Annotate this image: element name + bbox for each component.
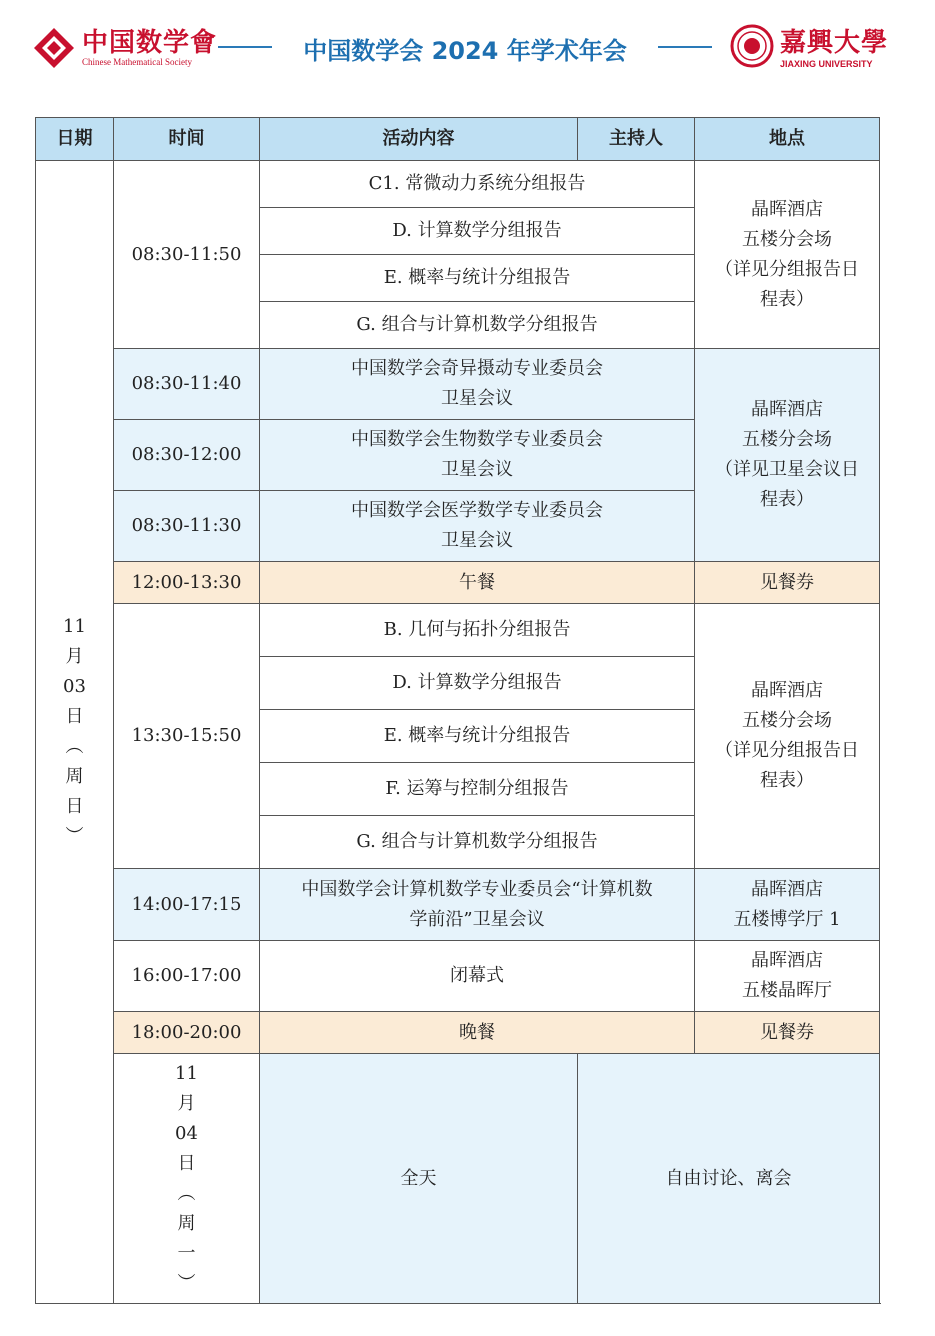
table-row [36, 1012, 880, 1054]
page-title: 中国数学会 2024 年学术年会 [303, 37, 627, 65]
satellite-time: 14:00-17:15 [114, 869, 260, 941]
dinner-activity: 晚餐 [260, 1012, 695, 1054]
day2-time: 全天 [260, 1054, 578, 1304]
date-char: ︶ [177, 1272, 196, 1294]
title-rule-right [658, 46, 712, 48]
venue-line: 晶晖酒店 [751, 680, 823, 701]
date-char: 月 [65, 646, 84, 667]
activity-line: 中国数学会奇异摄动专业委员会 [351, 358, 603, 379]
venue-line: （详见卫星会议日 [715, 459, 859, 480]
header-date: 日期 [36, 118, 114, 161]
activity-line: 中国数学会计算机数学专业委员会“计算机数 [301, 878, 653, 900]
cms-logo [32, 22, 218, 74]
table-row [36, 562, 880, 604]
university-seal-icon [730, 24, 774, 68]
date-char: 日 [65, 796, 84, 817]
venue-line: 晶晖酒店 [751, 950, 823, 971]
venue-line: 五楼分会场 [742, 228, 832, 250]
lunch-venue: 见餐券 [695, 562, 880, 604]
venue-line: 晶晖酒店 [751, 198, 823, 220]
closing-venue [695, 941, 880, 1012]
date-char: 周 [177, 1212, 196, 1234]
activity-line: 学前沿”卫星会议 [409, 908, 545, 930]
date-char: 月 [177, 1092, 196, 1114]
date-char: 04 [175, 1122, 198, 1144]
venue-line: （详见分组报告日 [715, 258, 859, 280]
closing-time: 16:00-17:00 [114, 941, 260, 1012]
date-char: ︵ [65, 736, 84, 757]
date-char: ︶ [65, 826, 84, 847]
block3-item: F. 运筹与控制分组报告 [260, 763, 695, 816]
block2-time: 08:30-12:00 [114, 420, 260, 491]
header-time: 时间 [114, 118, 260, 161]
venue-line: 程表） [760, 770, 814, 791]
table-row [36, 604, 880, 657]
day1-date-cell [36, 161, 114, 1304]
block3-item: E. 概率与统计分组报告 [260, 710, 695, 763]
cms-logo-en: Chinese Mathematical Society [82, 57, 192, 67]
block3-item: B. 几何与拓扑分组报告 [260, 604, 695, 657]
header-activity: 活动内容 [260, 118, 578, 161]
university-logo-en: JIAXING UNIVERSITY [780, 59, 873, 69]
cms-diamond-icon [32, 26, 76, 70]
block3-venue [695, 604, 880, 869]
schedule-table [35, 117, 880, 1304]
dinner-time: 18:00-20:00 [114, 1012, 260, 1054]
block1-venue [695, 161, 880, 349]
header-host: 主持人 [578, 118, 695, 161]
table-row [36, 349, 880, 420]
day2-date-cell [114, 1054, 260, 1304]
block2-activity [260, 349, 695, 420]
venue-line: 五楼晶晖厅 [742, 980, 832, 1001]
jiaxing-university-logo [730, 22, 900, 74]
block2-venue [695, 349, 880, 562]
title-rule-left [218, 46, 272, 48]
table-row [36, 1054, 880, 1304]
cms-logo-cn: 中国数学會 [82, 28, 218, 58]
block1-item: C1. 常微动力系统分组报告 [260, 161, 695, 208]
table-header-row [36, 118, 880, 161]
date-char: ︵ [177, 1182, 196, 1204]
closing-activity: 闭幕式 [260, 941, 695, 1012]
table-row [36, 161, 880, 208]
venue-line: 程表） [760, 489, 814, 510]
block1-time: 08:30-11:50 [114, 161, 260, 349]
satellite-activity [260, 869, 695, 941]
block3-time: 13:30-15:50 [114, 604, 260, 869]
block2-activity [260, 420, 695, 491]
satellite-venue [695, 869, 880, 941]
date-char: 日 [65, 706, 84, 727]
day2-activity: 自由讨论、离会 [578, 1054, 880, 1304]
date-char: 一 [177, 1242, 196, 1264]
venue-line: 程表） [760, 288, 814, 310]
block2-time: 08:30-11:40 [114, 349, 260, 420]
lunch-time: 12:00-13:30 [114, 562, 260, 604]
block1-item: E. 概率与统计分组报告 [260, 255, 695, 302]
table-row [36, 869, 880, 941]
venue-line: 晶晖酒店 [751, 878, 823, 900]
block2-time: 08:30-11:30 [114, 491, 260, 562]
block1-item: G. 组合与计算机数学分组报告 [260, 302, 695, 349]
activity-line: 中国数学会生物数学专业委员会 [351, 429, 603, 450]
venue-line: 五楼博学厅 1 [733, 908, 841, 930]
date-char: 03 [63, 676, 86, 697]
venue-line: 五楼分会场 [742, 710, 832, 731]
header-venue: 地点 [695, 118, 880, 161]
dinner-venue: 见餐券 [695, 1012, 880, 1054]
block3-item: G. 组合与计算机数学分组报告 [260, 816, 695, 869]
venue-line: （详见分组报告日 [715, 740, 859, 761]
block1-item: D. 计算数学分组报告 [260, 208, 695, 255]
venue-line: 五楼分会场 [742, 429, 832, 450]
block3-item: D. 计算数学分组报告 [260, 657, 695, 710]
activity-line: 卫星会议 [441, 388, 513, 409]
date-char: 11 [63, 616, 86, 637]
university-logo-cn: 嘉興大學 [780, 28, 889, 58]
activity-line: 中国数学会医学数学专业委员会 [351, 500, 603, 521]
activity-line: 卫星会议 [441, 459, 513, 480]
block2-activity [260, 491, 695, 562]
date-char: 11 [175, 1062, 198, 1084]
date-char: 日 [177, 1152, 196, 1174]
date-char: 周 [65, 766, 84, 787]
table-row [36, 941, 880, 1012]
page-header [0, 0, 935, 100]
lunch-activity: 午餐 [260, 562, 695, 604]
venue-line: 晶晖酒店 [751, 399, 823, 420]
activity-line: 卫星会议 [441, 530, 513, 551]
